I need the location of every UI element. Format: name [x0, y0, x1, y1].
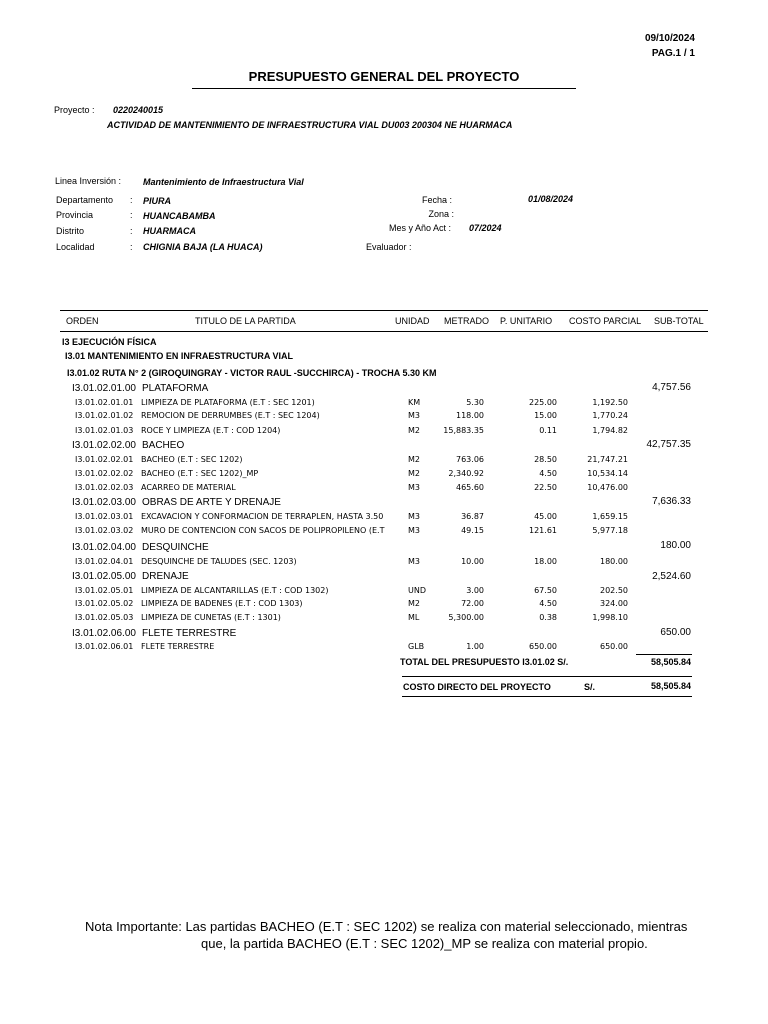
item-partial-cost: 180.00 — [600, 557, 628, 566]
item-partial-cost: 202.50 — [600, 586, 628, 595]
fecha-label: Fecha : — [421, 195, 452, 205]
col-costo-parcial: COSTO PARCIAL — [569, 316, 642, 326]
item-metrado: 5.30 — [466, 398, 484, 407]
item-partial-cost: 324.00 — [600, 599, 628, 608]
costo-bottom-rule — [402, 696, 692, 697]
item-metrado: 763.06 — [456, 455, 484, 464]
col-punitario: P. UNITARIO — [500, 316, 553, 326]
colon: : — [130, 242, 133, 252]
item-partial-cost: 1,998.10 — [592, 613, 628, 622]
table-header-rule — [60, 331, 708, 332]
item-unit: KM — [408, 398, 421, 407]
provincia-value: HUANCABAMBA — [143, 211, 216, 221]
item-unit: M2 — [408, 455, 420, 464]
group-subtotal: 42,757.35 — [646, 439, 691, 450]
page-title: PRESUPUESTO GENERAL DEL PROYECTO — [248, 69, 520, 84]
item-unit: M2 — [408, 426, 420, 435]
item-metrado: 72.00 — [461, 599, 484, 608]
item-partial-cost: 10,534.14 — [587, 469, 628, 478]
item-unit: M3 — [408, 411, 420, 420]
item-metrado: 1.00 — [466, 642, 484, 651]
item-title: BACHEO (E.T : SEC 1202)_MP — [141, 469, 259, 478]
col-metrado: METRADO — [444, 316, 489, 326]
item-title: LIMPIEZA DE CUNETAS (E.T : 1301) — [141, 613, 281, 622]
page-number: PAG.1 / 1 — [651, 48, 695, 59]
group-name: PLATAFORMA — [142, 383, 209, 394]
item-code: I3.01.02.01.02 — [75, 411, 134, 420]
col-orden: ORDEN — [66, 316, 99, 326]
fecha-value: 01/08/2024 — [528, 194, 574, 204]
item-unit-price: 22.50 — [534, 483, 557, 492]
item-partial-cost: 1,794.82 — [592, 426, 628, 435]
item-partial-cost: 650.00 — [600, 642, 628, 651]
item-unit-price: 0.38 — [539, 613, 557, 622]
item-title: BACHEO (E.T : SEC 1202) — [141, 455, 243, 464]
item-title: MURO DE CONTENCION CON SACOS DE POLIPROPILENO (E.T — [141, 526, 385, 535]
item-code: I3.01.02.02.01 — [75, 455, 134, 464]
group-name: FLETE TERRESTRE — [142, 628, 237, 639]
note-line-2: que, la partida BACHEO (E.T : SEC 1202)_MP se realiza con material propio. — [201, 936, 648, 951]
item-partial-cost: 1,192.50 — [592, 398, 628, 407]
group-name: BACHEO — [142, 440, 185, 451]
item-code: I3.01.02.02.03 — [75, 483, 134, 492]
item-code: I3.01.02.06.01 — [75, 642, 134, 651]
table-top-rule — [60, 310, 708, 311]
item-unit-price: 121.61 — [529, 526, 557, 535]
costo-directo-value: 58,505.84 — [650, 681, 691, 691]
item-unit-price: 225.00 — [529, 398, 557, 407]
item-partial-cost: 10,476.00 — [587, 483, 628, 492]
col-subtotal: SUB-TOTAL — [654, 316, 704, 326]
item-unit: GLB — [408, 642, 425, 651]
item-unit: M3 — [408, 512, 420, 521]
colon: : — [130, 195, 133, 205]
item-title: LIMPIEZA DE BADENES (E.T : COD 1303) — [141, 599, 303, 608]
section-mantenimiento: I3.01 MANTENIMIENTO EN INFRAESTRUCTURA VIAL — [65, 351, 294, 361]
item-metrado: 5,300.00 — [448, 613, 484, 622]
item-unit: M3 — [408, 557, 420, 566]
group-subtotal: 7,636.33 — [652, 496, 691, 507]
item-metrado: 10.00 — [461, 557, 484, 566]
mes-label: Mes y Año Act : — [388, 223, 451, 233]
group-code: I3.01.02.01.00 — [72, 383, 136, 394]
group-name: DRENAJE — [142, 571, 189, 582]
item-code: I3.01.02.03.02 — [75, 526, 134, 535]
item-metrado: 118.00 — [456, 411, 484, 420]
subtotal-rule — [636, 654, 692, 655]
item-code: I3.01.02.02.02 — [75, 469, 134, 478]
item-unit: M2 — [408, 599, 420, 608]
provincia-label: Provincia — [56, 210, 94, 220]
item-unit-price: 45.00 — [534, 512, 557, 521]
item-metrado: 3.00 — [466, 586, 484, 595]
group-code: I3.01.02.06.00 — [72, 628, 136, 639]
item-metrado: 15,883.35 — [443, 426, 484, 435]
item-partial-cost: 21,747.21 — [587, 455, 628, 464]
group-code: I3.01.02.04.00 — [72, 542, 136, 553]
localidad-label: Localidad — [56, 242, 95, 252]
item-unit: M3 — [408, 483, 420, 492]
linea-label: Linea Inversión : — [55, 176, 122, 186]
report-date: 09/10/2024 — [644, 33, 695, 44]
item-code: I3.01.02.05.01 — [75, 586, 134, 595]
item-partial-cost: 1,659.15 — [592, 512, 628, 521]
group-subtotal: 2,524.60 — [652, 571, 691, 582]
item-partial-cost: 1,770.24 — [592, 411, 628, 420]
costo-directo-label: COSTO DIRECTO DEL PROYECTO — [403, 682, 551, 692]
item-code: I3.01.02.04.01 — [75, 557, 134, 566]
item-unit: M3 — [408, 526, 420, 535]
item-title: LIMPIEZA DE ALCANTARILLAS (E.T : COD 1302) — [141, 586, 329, 595]
group-name: DESQUINCHE — [142, 542, 209, 553]
colon: : — [130, 210, 133, 220]
group-code: I3.01.02.02.00 — [72, 440, 136, 451]
group-subtotal: 4,757.56 — [652, 382, 691, 393]
project-label: Proyecto : — [54, 105, 95, 115]
item-metrado: 465.60 — [456, 483, 484, 492]
group-name: OBRAS DE ARTE Y DRENAJE — [142, 497, 281, 508]
distrito-label: Distrito — [56, 226, 85, 236]
project-description: ACTIVIDAD DE MANTENIMIENTO DE INFRAESTRUCTURA VIAL DU003 200304 NE HUARMACA — [107, 120, 513, 130]
item-unit-price: 4.50 — [539, 599, 557, 608]
col-titulo: TITULO DE LA PARTIDA — [195, 316, 296, 326]
mes-value: 07/2024 — [469, 223, 502, 233]
item-title: EXCAVACION Y CONFORMACION DE TERRAPLEN, HASTA 3.50 — [141, 512, 384, 521]
group-code: I3.01.02.03.00 — [72, 497, 136, 508]
item-title: REMOCION DE DERRUMBES (E.T : SEC 1204) — [141, 411, 320, 420]
item-code: I3.01.02.01.03 — [75, 426, 134, 435]
item-unit-price: 67.50 — [534, 586, 557, 595]
total-value: 58,505.84 — [650, 657, 691, 667]
note-line-1: Nota Importante: Las partidas BACHEO (E.T : SEC 1202) se realiza con material seleccionado, mientras — [85, 919, 688, 934]
item-unit-price: 0.11 — [539, 426, 557, 435]
localidad-value: CHIGNIA BAJA (LA HUACA) — [143, 242, 263, 252]
item-unit: ML — [408, 613, 420, 622]
item-code: I3.01.02.05.03 — [75, 613, 134, 622]
section-ejecucion: I3 EJECUCIÓN FÍSICA — [62, 337, 157, 347]
item-unit: M2 — [408, 469, 420, 478]
item-code: I3.01.02.01.01 — [75, 398, 134, 407]
item-title: DESQUINCHE DE TALUDES (SEC. 1203) — [141, 557, 297, 566]
title-underline — [192, 88, 576, 89]
project-code: 0220240015 — [113, 105, 164, 115]
item-unit-price: 4.50 — [539, 469, 557, 478]
costo-top-rule — [402, 676, 692, 677]
item-code: I3.01.02.03.01 — [75, 512, 134, 521]
item-title: ACARREO DE MATERIAL — [141, 483, 236, 492]
item-metrado: 49.15 — [461, 526, 484, 535]
group-subtotal: 180.00 — [660, 540, 691, 551]
item-title: ROCE Y LIMPIEZA (E.T : COD 1204) — [141, 426, 281, 435]
item-unit-price: 28.50 — [534, 455, 557, 464]
col-unidad: UNIDAD — [395, 316, 430, 326]
total-label: TOTAL DEL PRESUPUESTO I3.01.02 S/. — [400, 657, 569, 667]
colon: : — [130, 226, 133, 236]
zona-label: Zona : — [428, 209, 454, 219]
evaluador-label: Evaluador : — [366, 242, 412, 252]
distrito-value: HUARMACA — [143, 226, 196, 236]
item-metrado: 2,340.92 — [448, 469, 484, 478]
section-ruta: I3.01.02 RUTA N° 2 (GIROQUINGRAY - VICTOR RAUL -SUCCHIRCA) - TROCHA 5.30 KM — [67, 368, 437, 378]
item-unit-price: 650.00 — [529, 642, 557, 651]
departamento-value: PIURA — [143, 196, 172, 206]
linea-value: Mantenimiento de Infraestructura Vial — [143, 177, 304, 187]
item-unit: UND — [408, 586, 426, 595]
item-title: LIMPIEZA DE PLATAFORMA (E.T : SEC 1201) — [141, 398, 315, 407]
group-code: I3.01.02.05.00 — [72, 571, 136, 582]
costo-directo-currency: S/. — [584, 682, 596, 692]
group-subtotal: 650.00 — [660, 627, 691, 638]
item-unit-price: 15.00 — [534, 411, 557, 420]
item-title: FLETE TERRESTRE — [141, 642, 215, 651]
item-unit-price: 18.00 — [534, 557, 557, 566]
item-code: I3.01.02.05.02 — [75, 599, 134, 608]
departamento-label: Departamento — [56, 195, 114, 205]
item-metrado: 36.87 — [461, 512, 484, 521]
item-partial-cost: 5,977.18 — [592, 526, 628, 535]
